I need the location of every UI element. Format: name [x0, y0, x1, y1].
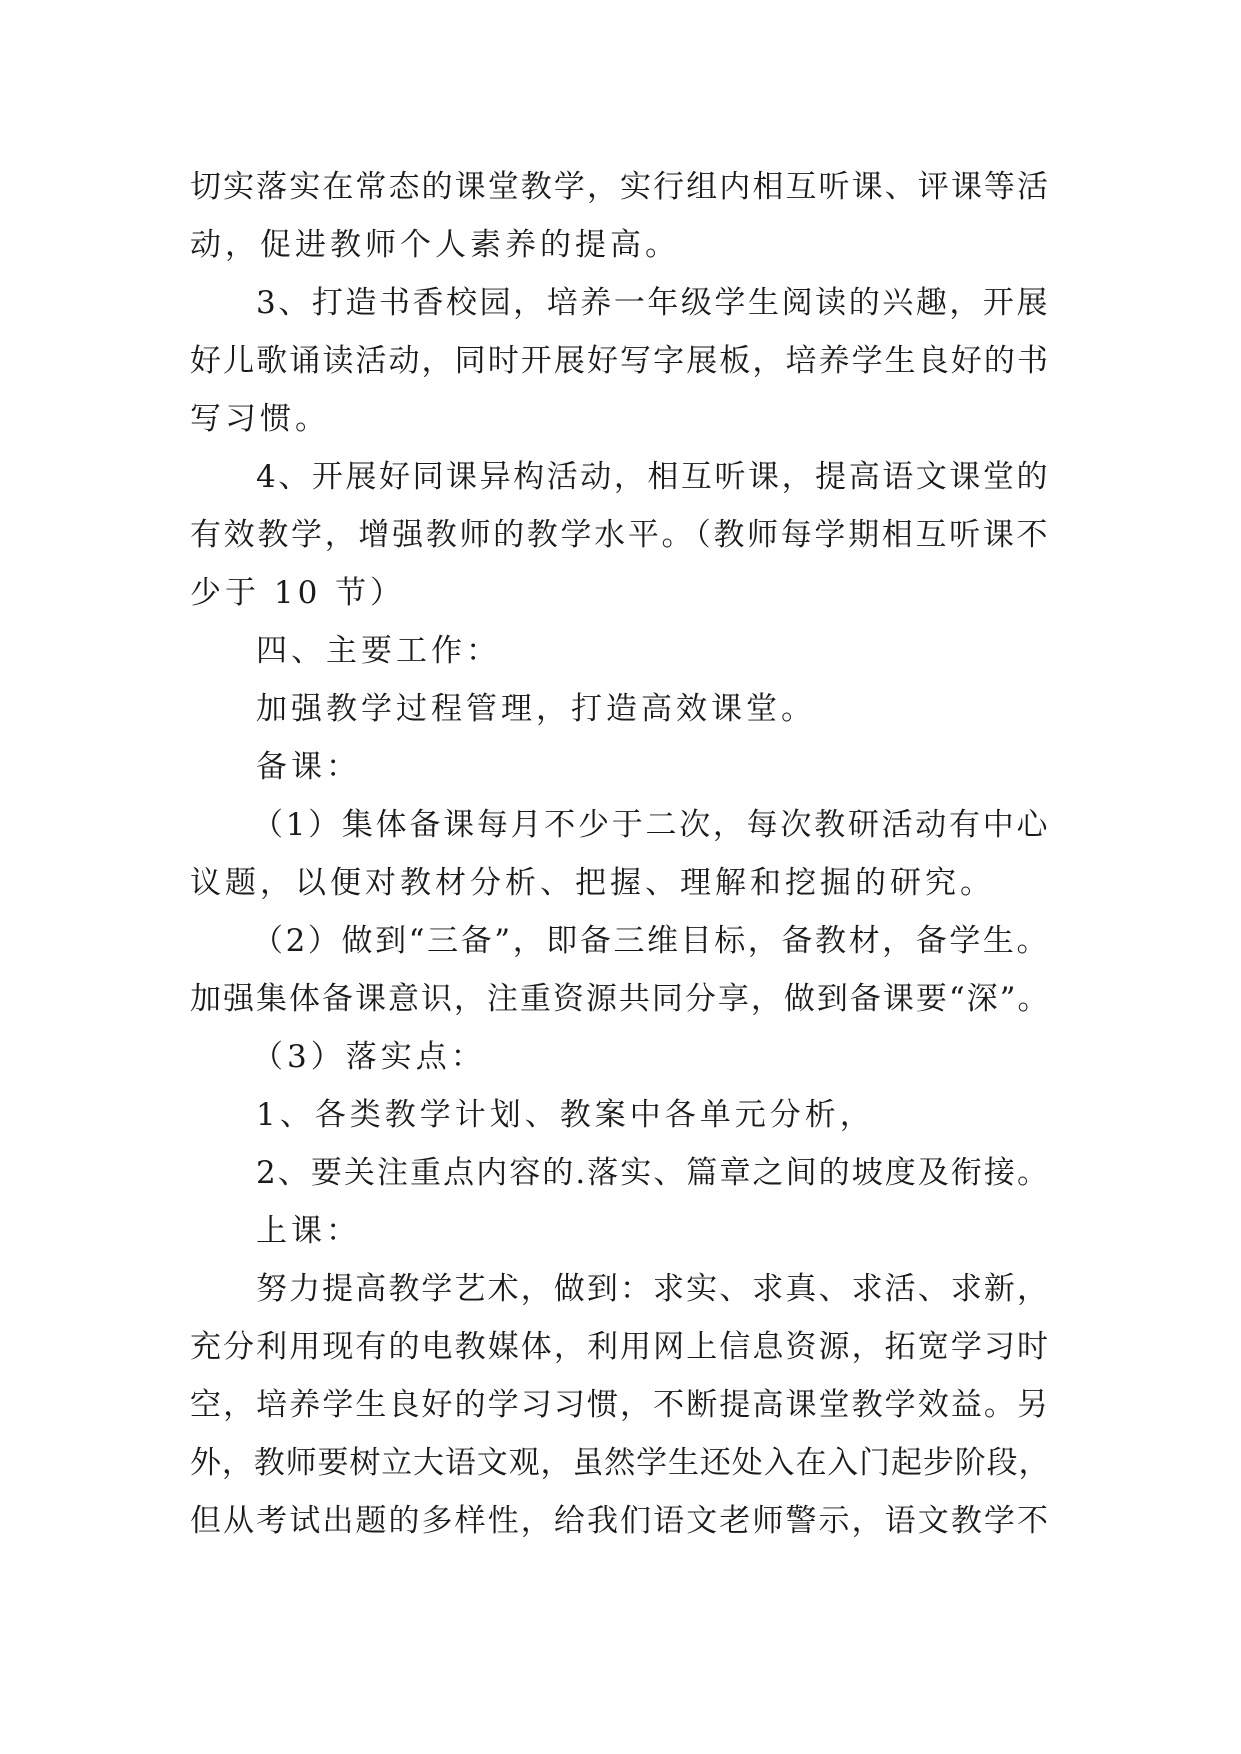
- text-line: 空，培养学生良好的学习习惯，不断提高课堂教学效益。另: [190, 1387, 1050, 1423]
- text-line: 有效教学，增强教师的教学水平。（教师每学期相互听课不: [190, 517, 1050, 553]
- text-line: （3）落实点：: [252, 1039, 486, 1075]
- text-line: 切实落实在常态的课堂教学，实行组内相互听课、评课等活: [190, 169, 1050, 205]
- text-line: 写习惯。: [190, 401, 330, 437]
- text-line: 加强教学过程管理，打造高效课堂。: [256, 691, 816, 727]
- subheading: 上课：: [256, 1213, 361, 1249]
- text-line: 努力提高教学艺术，做到：求实、求真、求活、求新，: [256, 1271, 1050, 1307]
- text-line: 2、要关注重点内容的.落实、篇章之间的坡度及衔接。: [256, 1155, 1050, 1191]
- text-line: 1、各类教学计划、教案中各单元分析，: [256, 1097, 875, 1133]
- section-heading: 四、主要工作：: [256, 633, 501, 669]
- text-line: 加强集体备课意识，注重资源共同分享，做到备课要“深”。: [190, 981, 1050, 1017]
- text-line: 少于 10 节）: [190, 575, 406, 611]
- text-line: 好儿歌诵读活动，同时开展好写字展板，培养学生良好的书: [190, 343, 1050, 379]
- text-line: 3、打造书香校园，培养一年级学生阅读的兴趣，开展: [256, 285, 1050, 321]
- text-line: 充分利用现有的电教媒体，利用网上信息资源，拓宽学习时: [190, 1329, 1050, 1365]
- subheading: 备课：: [256, 749, 361, 785]
- text-line: 动，促进教师个人素养的提高。: [190, 227, 680, 263]
- text-line: 但从考试出题的多样性，给我们语文老师警示，语文教学不: [190, 1503, 1050, 1539]
- text-line: （2）做到“三备”，即备三维目标，备教材，备学生。: [252, 923, 1050, 959]
- text-line: 议题，以便对教材分析、把握、理解和挖掘的研究。: [190, 865, 995, 901]
- text-line: 外，教师要树立大语文观，虽然学生还处入在入门起步阶段，: [190, 1445, 1050, 1481]
- document-body: [190, 158, 1050, 1550]
- text-line: （1）集体备课每月不少于二次，每次教研活动有中心: [252, 807, 1050, 843]
- text-line: 4、开展好同课异构活动，相互听课，提高语文课堂的: [256, 459, 1050, 495]
